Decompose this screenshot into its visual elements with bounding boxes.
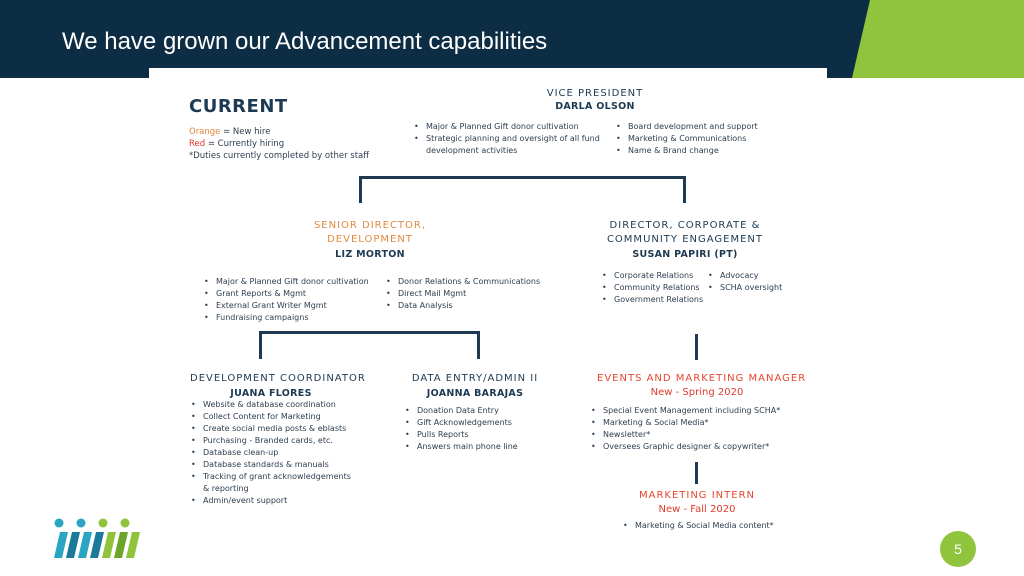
connector-vp-left <box>359 176 362 203</box>
list-item: • Special Event Management including SCHA* <box>590 405 780 417</box>
list-item: • Community Relations <box>601 282 703 294</box>
list-item: • Oversees Graphic designer & copywriter* <box>590 441 780 453</box>
list-item: • Advocacy <box>707 270 782 282</box>
list-item: • Corporate Relations <box>601 270 703 282</box>
director-corporate-duties-left <box>601 270 703 306</box>
list-item: • Grant Reports & Mgmt <box>203 288 369 300</box>
vp-title: VICE PRESIDENT <box>546 88 644 99</box>
list-item: • Direct Mail Mgmt <box>385 288 540 300</box>
vp-duties-left <box>413 121 600 157</box>
dev-coordinator-title: DEVELOPMENT COORDINATOR <box>190 373 366 384</box>
senior-director-title-1: SENIOR DIRECTOR, <box>313 220 427 231</box>
list-item: • Create social media posts & eblasts <box>190 423 351 435</box>
events-manager-title: EVENTS AND MARKETING MANAGER <box>597 373 807 384</box>
list-item: • Database standards & manuals <box>190 459 351 471</box>
senior-director-duties-left <box>203 276 369 324</box>
vp-duties-right <box>615 121 758 157</box>
list-item: • Donor Relations & Communications <box>385 276 540 288</box>
list-item: • Marketing & Communications <box>615 133 758 145</box>
director-corporate-title-1: DIRECTOR, CORPORATE & <box>609 220 761 231</box>
list-item: • Website & database coordination <box>190 399 351 411</box>
list-item: • Database clean-up <box>190 447 351 459</box>
senior-director-name: LIZ MORTON <box>335 249 405 260</box>
legend-note: *Duties currently completed by other staff <box>189 151 370 161</box>
list-item: • Purchasing - Branded cards, etc. <box>190 435 351 447</box>
list-item: development activities <box>426 146 518 155</box>
list-item: • Name & Brand change <box>615 145 758 157</box>
list-item: • Gift Acknowledgements <box>404 417 518 429</box>
list-item: & reporting <box>203 484 249 493</box>
list-item: • Tracking of grant acknowledgements <box>190 471 351 483</box>
legend-new-hire: Orange = New hire <box>189 127 271 137</box>
list-item: • Answers main phone line <box>404 441 518 453</box>
dev-coordinator-name: JUANA FLORES <box>230 388 312 399</box>
current-heading: CURRENT <box>189 96 288 117</box>
dev-coordinator-duties <box>190 399 351 507</box>
list-item: • Government Relations <box>601 294 703 306</box>
list-item: • Board development and support <box>615 121 758 133</box>
senior-director-title-2: DEVELOPMENT <box>327 234 413 245</box>
list-item: • Admin/event support <box>190 495 351 507</box>
director-corporate-duties-right <box>707 270 782 294</box>
connector-senior-horizontal <box>259 331 480 334</box>
company-logo <box>50 518 150 564</box>
list-item: • Strategic planning and oversight of all fund <box>413 133 600 145</box>
list-item: • SCHA oversight <box>707 282 782 294</box>
connector-senior-right <box>477 331 480 359</box>
page-number: 5 <box>940 531 976 567</box>
marketing-intern-duties <box>622 520 774 532</box>
senior-director-duties-right <box>385 276 540 312</box>
data-entry-name: JOANNA BARAJAS <box>426 388 524 399</box>
connector-manager-intern <box>695 462 698 484</box>
list-item: • Donation Data Entry <box>404 405 518 417</box>
list-item: • Major & Planned Gift donor cultivation <box>413 121 600 133</box>
connector-vp-horizontal <box>359 176 686 179</box>
list-item: • Newsletter* <box>590 429 780 441</box>
director-corporate-title-2: COMMUNITY ENGAGEMENT <box>606 234 764 245</box>
marketing-intern-status: New - Fall 2020 <box>658 504 736 515</box>
list-item: • Major & Planned Gift donor cultivation <box>203 276 369 288</box>
list-item: • Data Analysis <box>385 300 540 312</box>
data-entry-duties <box>404 405 518 453</box>
connector-director-down <box>695 334 698 360</box>
list-item: • External Grant Writer Mgmt <box>203 300 369 312</box>
director-corporate-name: SUSAN PAPIRI (PT) <box>632 249 738 260</box>
marketing-intern-title: MARKETING INTERN <box>638 490 756 501</box>
list-item: • Marketing & Social Media* <box>590 417 780 429</box>
events-manager-duties <box>590 405 780 453</box>
data-entry-title: DATA ENTRY/ADMIN II <box>411 373 539 384</box>
list-item: • Fundraising campaigns <box>203 312 369 324</box>
list-item: • Marketing & Social Media content* <box>622 520 774 532</box>
list-item: • Pulls Reports <box>404 429 518 441</box>
slide-title: We have grown our Advancement capabilities <box>62 28 548 55</box>
legend-currently-hiring: Red = Currently hiring <box>189 139 285 149</box>
connector-vp-right <box>683 176 686 203</box>
vp-name: DARLA OLSON <box>555 101 635 112</box>
connector-senior-left <box>259 331 262 359</box>
list-item: • Collect Content for Marketing <box>190 411 351 423</box>
events-manager-status: New - Spring 2020 <box>650 387 744 398</box>
legend <box>189 126 369 162</box>
